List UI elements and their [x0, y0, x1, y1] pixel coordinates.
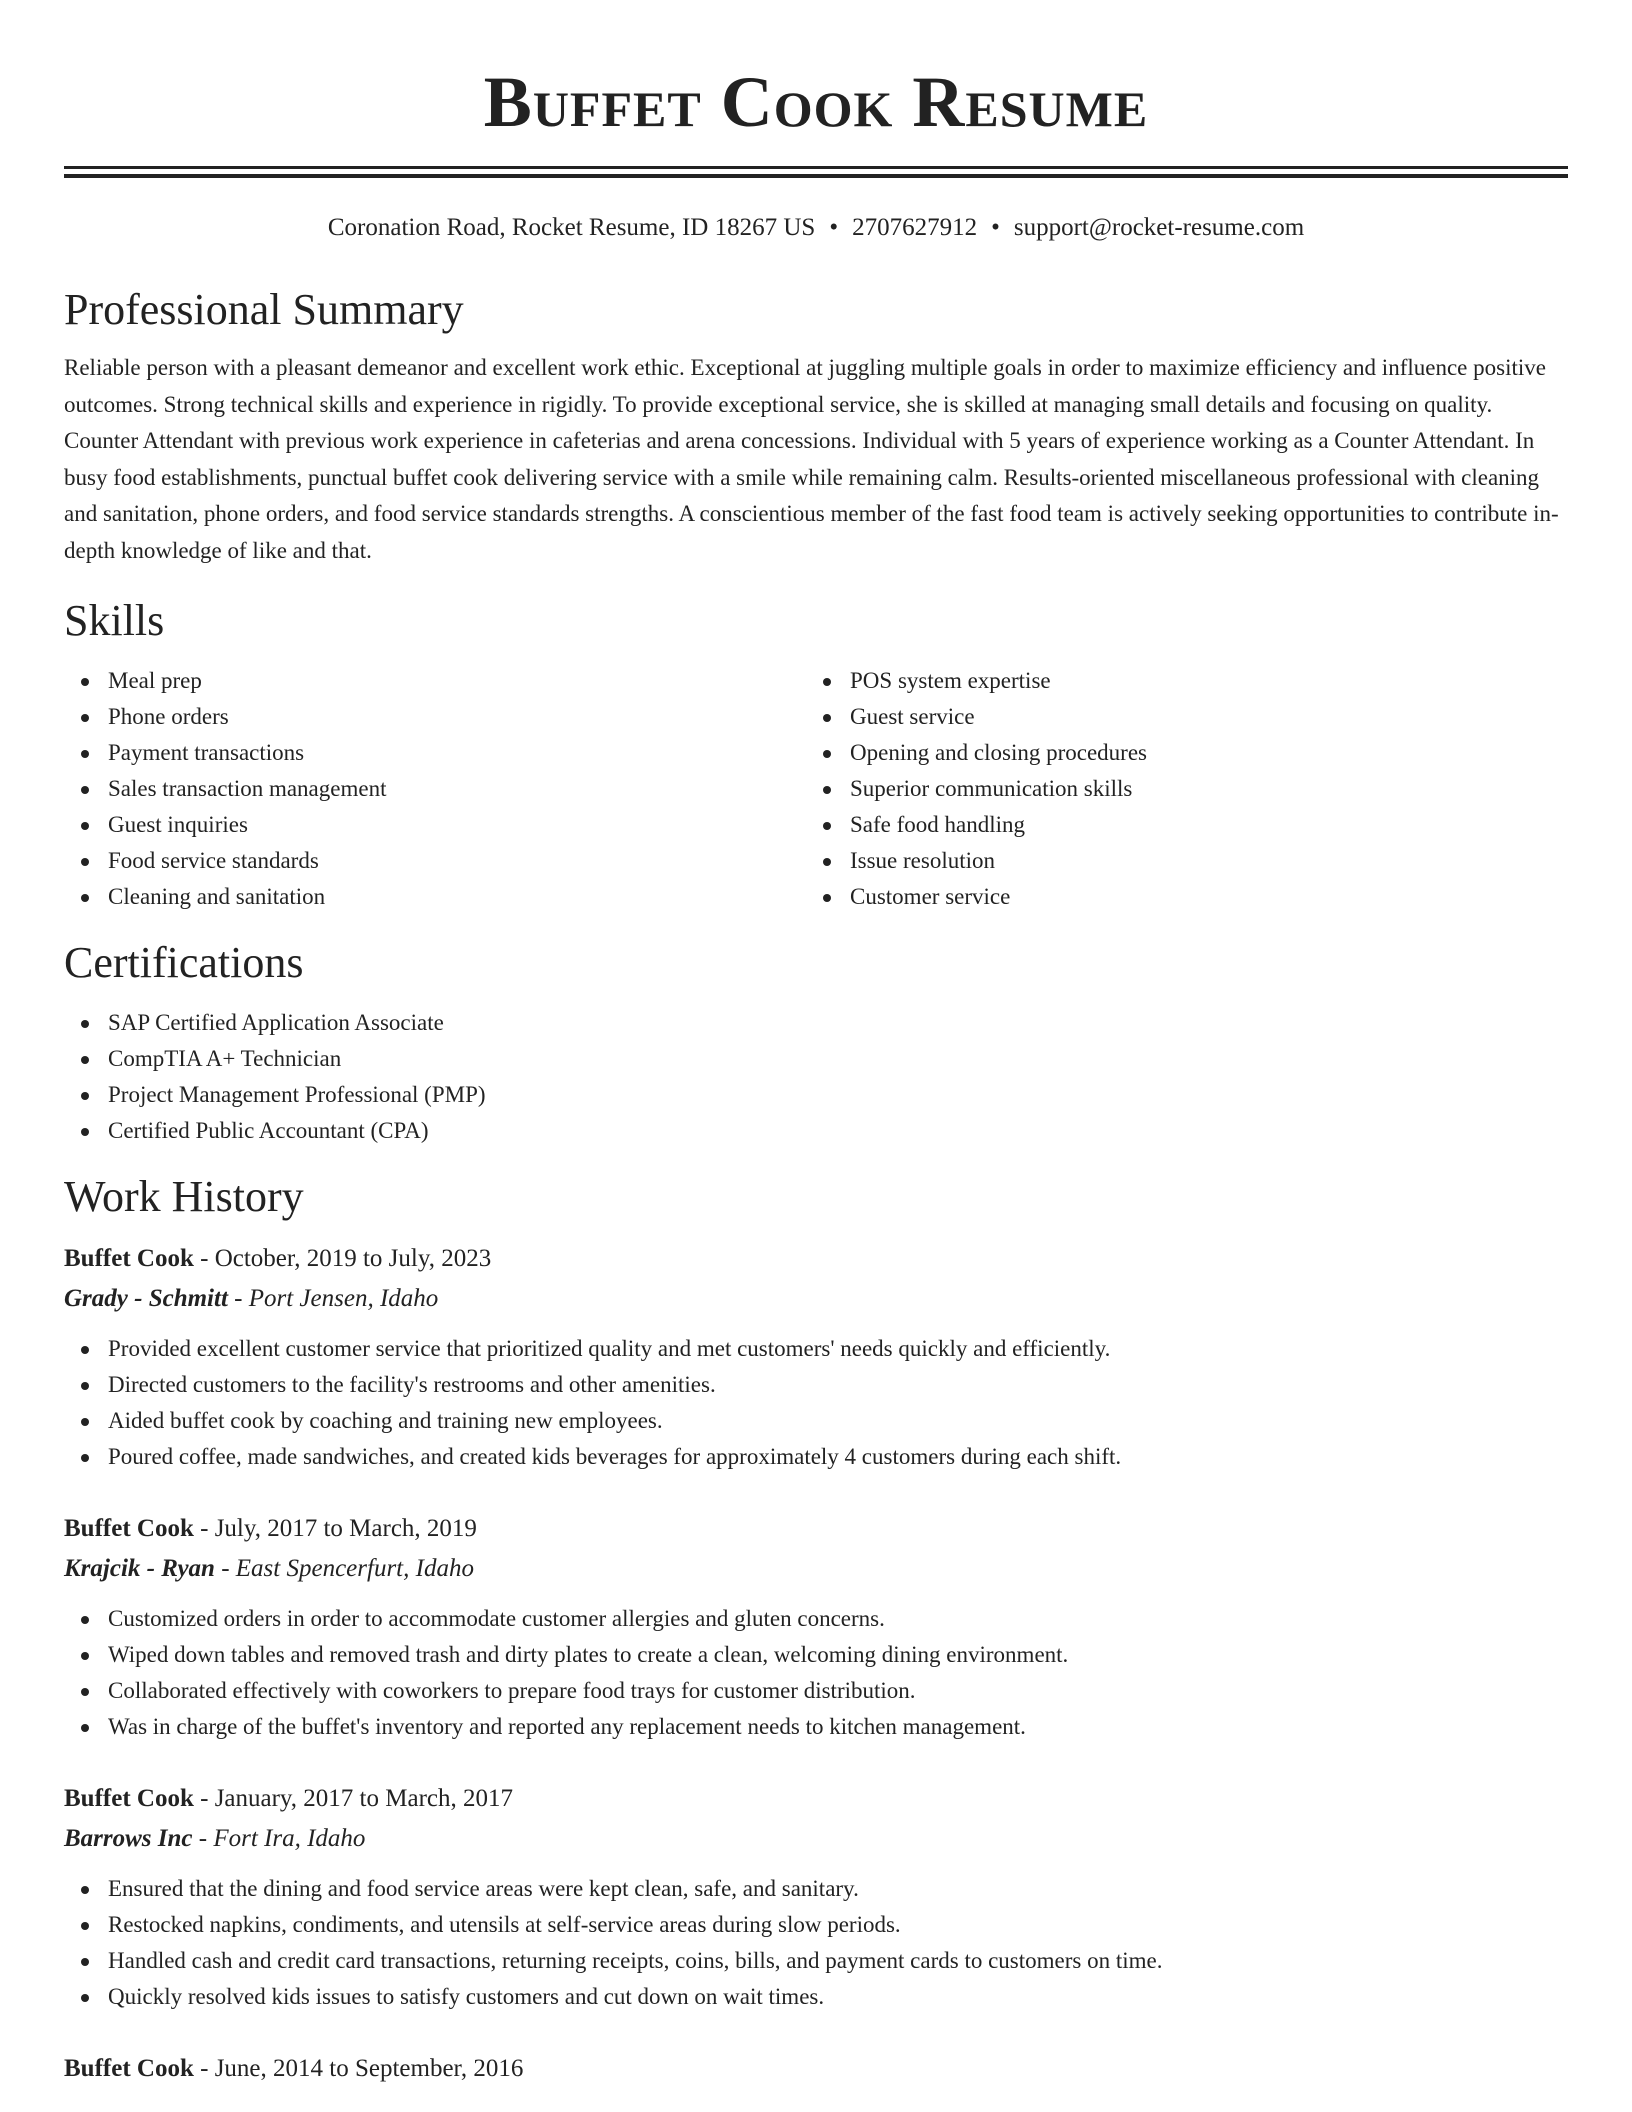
skill-item: Food service standards: [64, 843, 806, 879]
skill-item: Sales transaction management: [64, 771, 806, 807]
skills-list-right: [806, 663, 1548, 915]
certification-item: CompTIA A+ Technician: [64, 1041, 1568, 1077]
contact-address: Coronation Road, Rocket Resume, ID 18267 US: [327, 214, 816, 241]
job-entry: [64, 2049, 1568, 2089]
title-divider: [64, 166, 1568, 178]
job-bullet: Was in charge of the buffet's inventory and reported any replacement needs to kitchen management.: [64, 1709, 1568, 1745]
job-bullet: Restocked napkins, condiments, and utensils at self-service areas during slow periods.: [64, 1907, 1568, 1943]
job-company: Grady - Schmitt: [64, 1285, 228, 1312]
skill-item: Customer service: [806, 879, 1548, 915]
separator-dot: •: [991, 214, 1000, 241]
skill-item: POS system expertise: [806, 663, 1548, 699]
separator-dot: •: [829, 214, 839, 241]
contact-email: support@rocket-resume.com: [1013, 214, 1305, 241]
job-header: Buffet Cook - June, 2014 to September, 2016: [64, 2055, 524, 2082]
job-dates: July, 2017 to March, 2019: [214, 1515, 477, 1542]
job-bullet: Directed customers to the facility's restrooms and other amenities.: [64, 1367, 1568, 1403]
skills-section: [64, 595, 1568, 915]
job-header: Buffet Cook - October, 2019 to July, 2023: [64, 1245, 492, 1272]
skill-item: Opening and closing procedures: [806, 735, 1548, 771]
job-bullet: Poured coffee, made sandwiches, and created kids beverages for approximately 4 customers during each shift.: [64, 1439, 1568, 1475]
contact-phone: 2707627912: [852, 214, 978, 241]
job-header: Buffet Cook - January, 2017 to March, 2017: [64, 1785, 514, 1812]
certification-item: SAP Certified Application Associate: [64, 1005, 1568, 1041]
skill-item: Payment transactions: [64, 735, 806, 771]
job-bullet: Handled cash and credit card transactions, returning receipts, coins, bills, and payment cards to customers on time.: [64, 1943, 1568, 1979]
job-location: East Spencerfurt, Idaho: [235, 1555, 474, 1582]
skill-item: Cleaning and sanitation: [64, 879, 806, 915]
skill-item: Guest inquiries: [64, 807, 806, 843]
skill-item: Phone orders: [64, 699, 806, 735]
job-dates: January, 2017 to March, 2017: [214, 1785, 514, 1812]
summary-text: Reliable person with a pleasant demeanor and excellent work ethic. Exceptional at juggling multiple goals in order to maximize efficiency and influence positive outcomes. Strong technical skills and experience in rigidly. To provide exceptional service, she is skilled at managing small details and focusing on quality. Counter Attendant with previous work experience in cafeterias and arena concessions. Individual with 5 years of experience working as a Counter Attendant. In busy food establishments, punctual buffet cook delivering service with a smile while remaining calm. Results-oriented miscellaneous professional with cleaning and sanitation, phone orders, and food service standards strengths. A conscientious member of the fast food team is actively seeking opportunities to contribute in-depth knowledge of like and that.: [64, 355, 1559, 563]
job-title: Buffet Cook: [64, 1245, 194, 1272]
resume-page: [64, 0, 1568, 2089]
resume-title: Buffet Cook Resume: [483, 62, 1149, 142]
job-bullet: Quickly resolved kids issues to satisfy customers and cut down on wait times.: [64, 1979, 1568, 2015]
job-company: Barrows Inc: [64, 1825, 193, 1852]
job-dates: October, 2019 to July, 2023: [214, 1245, 492, 1272]
job-title: Buffet Cook: [64, 2055, 194, 2082]
job-entry: [64, 1509, 1568, 1745]
professional-summary-section: [64, 284, 1568, 569]
job-employer: Krajcik - Ryan - East Spencerfurt, Idaho: [64, 1555, 474, 1582]
certification-item: Project Management Professional (PMP): [64, 1077, 1568, 1113]
job-entry: [64, 1779, 1568, 2015]
section-heading: Work History: [64, 1172, 304, 1221]
certification-item: Certified Public Accountant (CPA): [64, 1113, 1568, 1149]
job-bullet: Wiped down tables and removed trash and dirty plates to create a clean, welcoming dining environment.: [64, 1637, 1568, 1673]
certifications-section: [64, 937, 1568, 1149]
section-heading: Professional Summary: [64, 285, 464, 334]
job-company: Krajcik - Ryan: [64, 1555, 215, 1582]
job-header: Buffet Cook - July, 2017 to March, 2019: [64, 1515, 477, 1542]
job-location: Port Jensen, Idaho: [248, 1285, 439, 1312]
work-history-section: [64, 1171, 1568, 2089]
job-bullets: [64, 1601, 1568, 1745]
skills-columns: [64, 663, 1568, 915]
job-bullet: Provided excellent customer service that prioritized quality and met customers' needs quickly and efficiently.: [64, 1331, 1568, 1367]
job-bullet: Ensured that the dining and food service areas were kept clean, safe, and sanitary.: [64, 1871, 1568, 1907]
job-title: Buffet Cook: [64, 1785, 194, 1812]
section-heading: Certifications: [64, 938, 304, 987]
job-location: Fort Ira, Idaho: [213, 1825, 366, 1852]
skill-item: Safe food handling: [806, 807, 1548, 843]
job-bullets: [64, 1331, 1568, 1475]
skill-item: Meal prep: [64, 663, 806, 699]
skill-item: Superior communication skills: [806, 771, 1548, 807]
job-bullet: Customized orders in order to accommodate customer allergies and gluten concerns.: [64, 1601, 1568, 1637]
job-entry: [64, 1239, 1568, 1475]
job-employer: Barrows Inc - Fort Ira, Idaho: [64, 1825, 366, 1852]
certifications-list: [64, 1005, 1568, 1149]
job-title: Buffet Cook: [64, 1515, 194, 1542]
job-bullet: Aided buffet cook by coaching and training new employees.: [64, 1403, 1568, 1439]
section-heading: Skills: [64, 596, 165, 645]
job-bullet: Collaborated effectively with coworkers to prepare food trays for customer distribution.: [64, 1673, 1568, 1709]
job-bullets: [64, 1871, 1568, 2015]
skill-item: Issue resolution: [806, 843, 1548, 879]
job-dates: June, 2014 to September, 2016: [214, 2055, 524, 2082]
job-employer: Grady - Schmitt - Port Jensen, Idaho: [64, 1285, 439, 1312]
contact-line: [64, 212, 1568, 244]
skills-list-left: [64, 663, 806, 915]
skill-item: Guest service: [806, 699, 1548, 735]
